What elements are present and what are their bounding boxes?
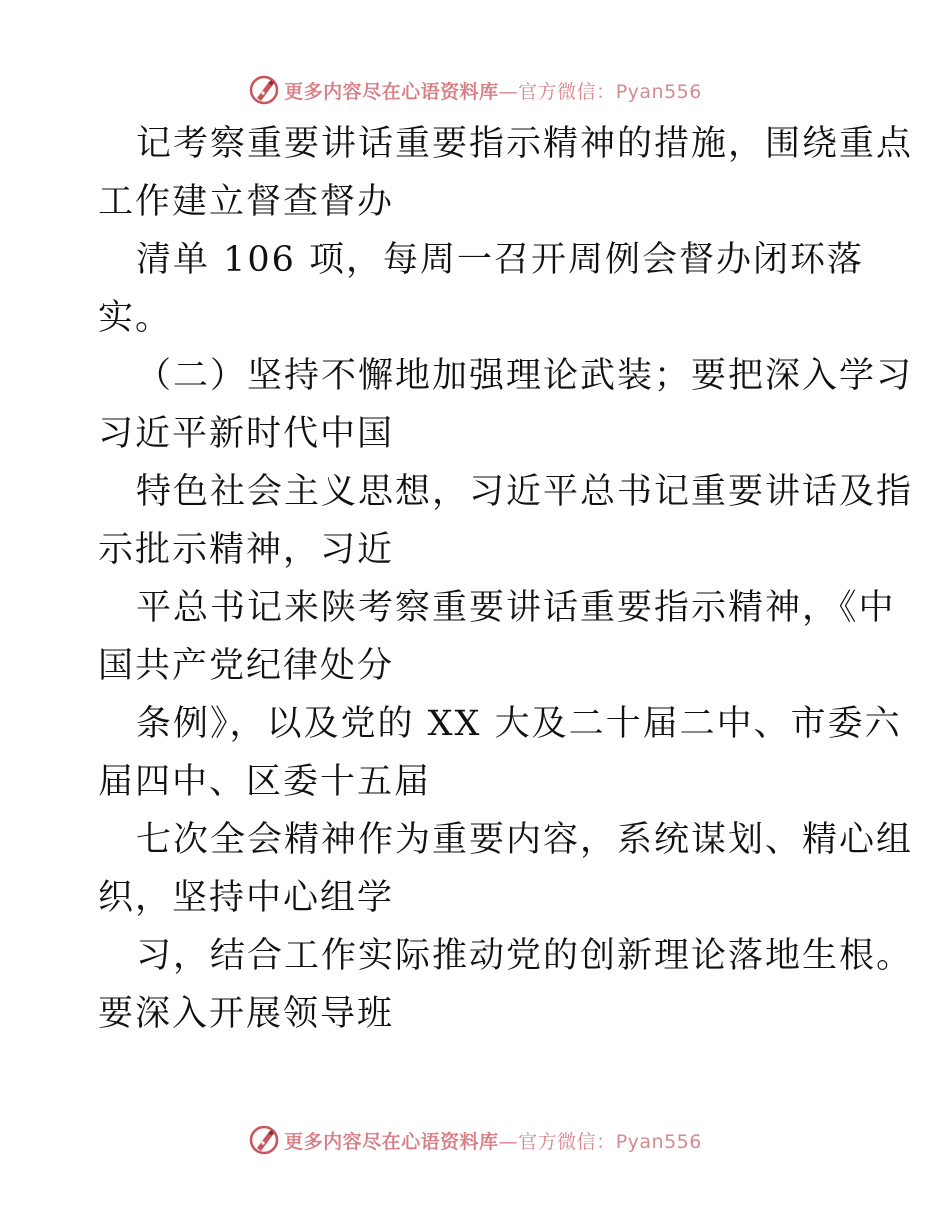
body-line: 国共产党纪律处分	[98, 646, 395, 686]
watermark-site-name: 更多内容尽在心语资料库	[284, 1130, 499, 1153]
body-line: 届四中、区委十五届	[98, 762, 432, 802]
watermark-text	[284, 1127, 702, 1154]
body-line: 工作建立督查督办	[98, 182, 395, 222]
body-line: 清单 106 项，每周一召开周例会督办闭环落	[136, 240, 865, 280]
body-line: 七次全会精神作为重要内容，系统谋划、精心组	[136, 820, 914, 860]
body-line: 平总书记来陕考察重要讲话重要指示精神，《中	[136, 588, 896, 628]
watermark-dash: —	[498, 1130, 519, 1153]
body-line: 记考察重要讲话重要指示精神的措施，围绕重点	[136, 124, 914, 164]
body-line: 习，结合工作实际推动党的创新理论落地生根。	[136, 936, 914, 976]
body-line: 习近平新时代中国	[98, 414, 395, 454]
body-line: 要深入开展领导班	[98, 994, 395, 1034]
document-body	[98, 115, 914, 1043]
watermark-dash: —	[498, 80, 519, 103]
body-line: 织，坚持中心组学	[98, 878, 395, 918]
watermark-wechat-handle: Pyan556	[615, 1130, 702, 1153]
watermark-text	[284, 77, 702, 104]
body-line: 特色社会主义思想，习近平总书记重要讲话及指	[136, 472, 914, 512]
body-line: 实。	[98, 298, 173, 338]
watermark-wechat-label: 官方微信：	[518, 80, 616, 103]
header-watermark	[0, 70, 950, 110]
body-line: 条例》，以及党的 XX 大及二十届二中、市委六	[136, 704, 902, 744]
pen-nib-logo-icon	[248, 1124, 280, 1156]
watermark-wechat-label: 官方微信：	[518, 1130, 616, 1153]
body-line: 示批示精神，习近	[98, 530, 395, 570]
body-line: （二）坚持不懈地加强理论武装；要把深入学习	[136, 356, 914, 396]
pen-nib-logo-icon	[248, 74, 280, 106]
watermark-wechat-handle: Pyan556	[615, 80, 702, 103]
watermark-site-name: 更多内容尽在心语资料库	[284, 80, 499, 103]
footer-watermark	[0, 1120, 950, 1160]
